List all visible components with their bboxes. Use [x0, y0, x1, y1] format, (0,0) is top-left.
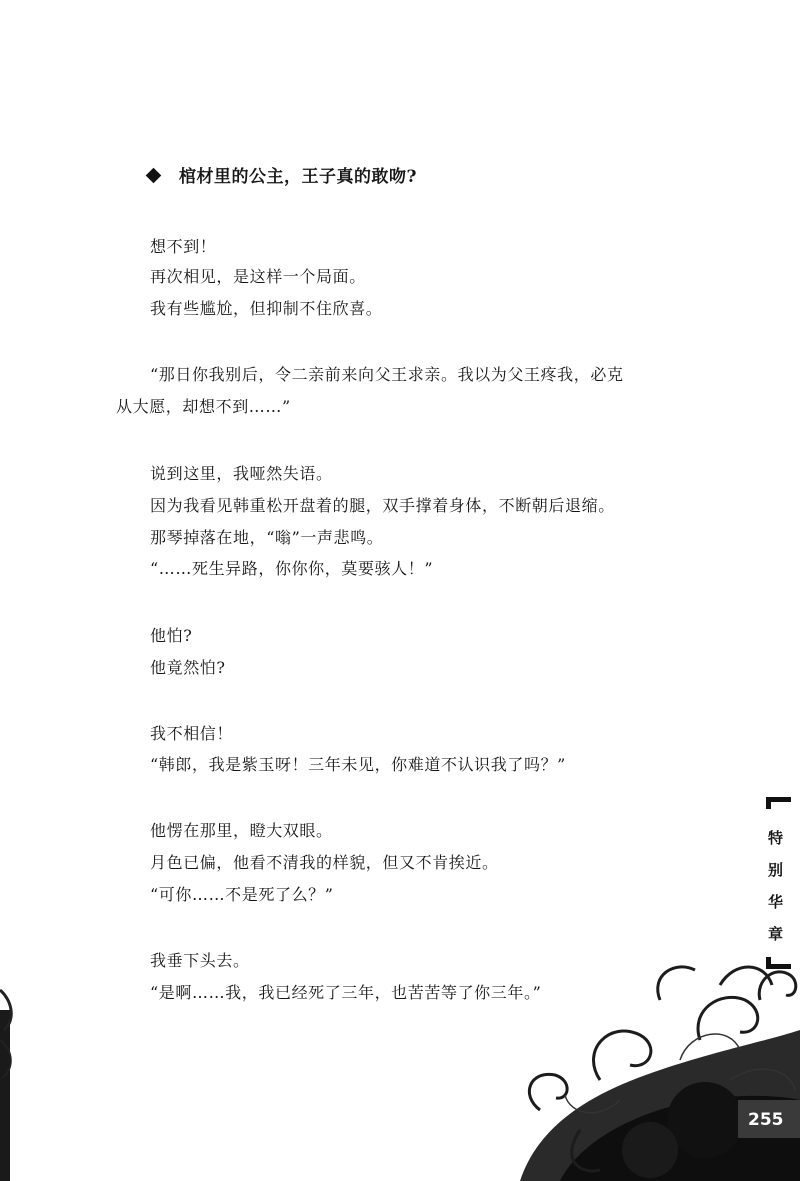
body-line: 月色已偏，他看不清我的样貌，但又不肯挨近。: [150, 853, 499, 872]
body-line: “是啊……我，我已经死了三年，也苦苦等了你三年。”: [150, 983, 542, 1002]
body-line: “韩郎，我是紫玉呀！三年未见，你难道不认识我了吗？”: [150, 755, 566, 774]
body-line: 我垂下头去。: [150, 951, 250, 970]
bracket-top-icon: [766, 797, 791, 809]
body-line: 我不相信！: [150, 724, 234, 743]
bracket-bottom-icon: [766, 957, 791, 969]
page-number: 255: [748, 1110, 784, 1130]
section-heading-text: 棺材里的公主，王子真的敢吻?: [179, 167, 417, 187]
side-tab-char: 华: [768, 893, 784, 911]
body-line: “那日你我别后，令二亲前来向父王求亲。我以为父王疼我，必克: [150, 365, 624, 384]
body-line: 他怕?: [150, 626, 193, 645]
body-line: “可你……不是死了么？”: [150, 885, 334, 904]
side-tab-char: 特: [768, 829, 784, 847]
body-line: 说到这里，我哑然失语。: [150, 464, 333, 483]
body-line: 因为我看见韩重松开盘着的腿，双手撑着身体，不断朝后退缩。: [150, 496, 615, 515]
diamond-bullet-icon: [146, 168, 162, 184]
body-line: 他愣在那里，瞪大双眼。: [150, 821, 333, 840]
body-line: 想不到！: [150, 237, 217, 256]
body-line: 那琴掉落在地，“嗡”一声悲鸣。: [150, 528, 384, 547]
section-heading: [148, 162, 417, 187]
side-tab-char: 章: [768, 925, 784, 943]
body-line: “……死生异路，你你你，莫要骇人！”: [150, 559, 434, 578]
body-line: 我有些尴尬，但抑制不住欣喜。: [150, 299, 383, 318]
chapter-side-tab: [764, 797, 790, 969]
body-line: 他竟然怕?: [150, 658, 226, 677]
body-line: 再次相见，是这样一个局面。: [150, 267, 366, 286]
body-line: 从大愿，却想不到……”: [116, 397, 291, 416]
side-tab-char: 别: [768, 861, 784, 879]
